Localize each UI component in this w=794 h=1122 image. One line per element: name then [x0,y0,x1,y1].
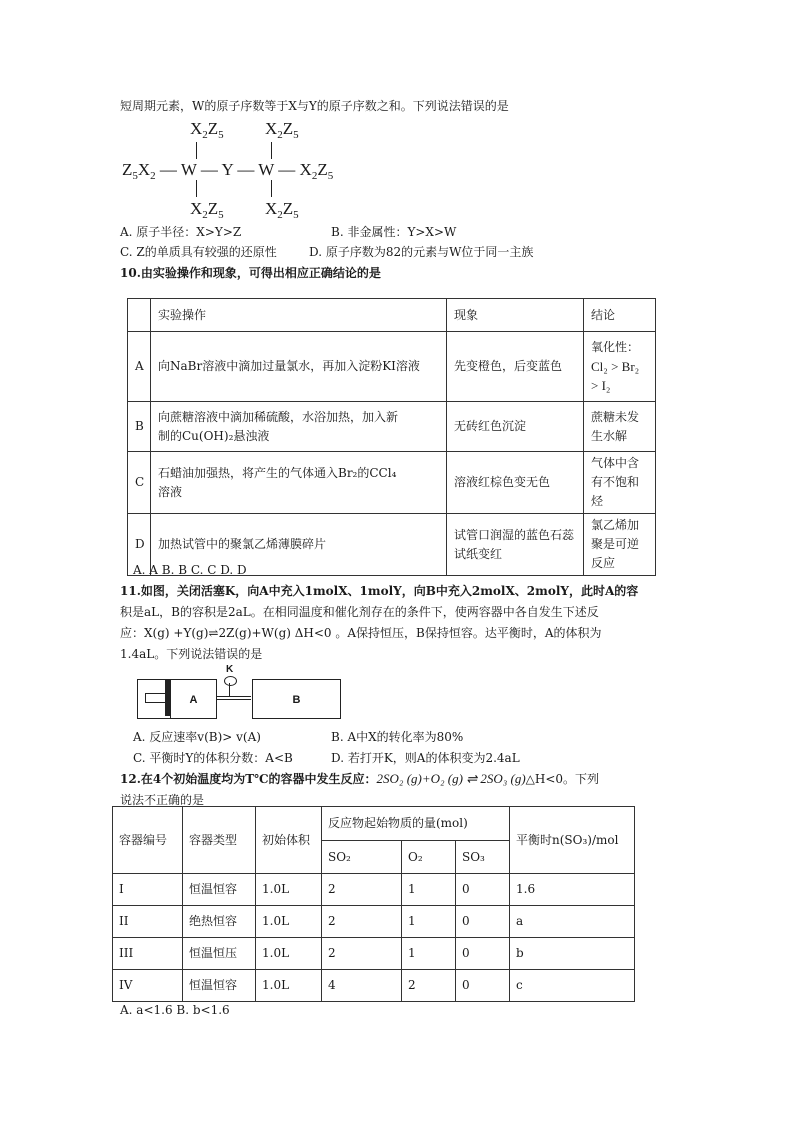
cell: 恒温恒压 [183,938,256,970]
bottom-left-group: $X_2Z_5$ [190,199,224,221]
q12-line1-end: △H<0。下列 [525,772,600,786]
cell: 0 [456,938,510,970]
conclusion-cell: 氯乙烯加聚是可逆反应 [584,514,656,576]
header-cell: 现象 [447,299,584,332]
container-b [252,679,341,719]
conclusion-line: 氧化性： [591,340,640,354]
q11-line1: 11.如图，关闭活塞K，向A中充入1molX、1molY，向B中充入2molX、2molY，此时A的容 [120,584,639,598]
header-cell: 容器编号 [113,807,183,874]
valve-k-label: K [226,664,234,675]
bond-top-right [271,142,272,159]
header-cell [128,299,151,332]
cell: 2 [322,938,402,970]
header-cell: 容器类型 [183,807,256,874]
q9-option-c: C. Z的单质具有较强的还原性 [120,245,277,259]
conclusion-formula: Cl₂ > Br₂ > I₂ [591,359,640,393]
q9-option-d: D. 原子序数为82的元素与W位于同一主族 [309,245,534,259]
table-header-row [113,807,635,841]
cell: 1 [402,938,456,970]
q11-option-b: B. A中X的转化率为80% [331,730,464,744]
cell: 1.0L [256,938,322,970]
table-header-row [128,299,656,332]
row-label: B [128,402,151,452]
table-row [128,452,656,514]
q9-option-b: B. 非金属性：Y>X>W [331,225,457,239]
cell: 4 [322,970,402,1002]
bond-bottom-left [196,180,197,197]
bottom-right-group: $X_2Z_5$ [265,199,299,221]
cell: I [113,874,183,906]
q10-title: 10.由实验操作和现象，可得出相应正确结论的是 [120,266,381,280]
phenomenon-cell: 试管口润湿的蓝色石蕊试纸变红 [447,514,584,576]
operation-cell: 向NaBr溶液中滴加过量氯水，再加入淀粉KI溶液 [151,332,447,402]
q12-line1 [120,772,599,786]
header-cell: 初始体积 [256,807,322,874]
q12-table [112,806,635,1002]
q12-equation: 2SO₂ (g)+O₂ (g) ⇌ 2SO₃ (g) [376,771,526,786]
cell: IV [113,970,183,1002]
header-cell: SO₃ [456,841,510,874]
phenomenon-cell: 先变橙色，后变蓝色 [447,332,584,402]
phenomenon-cell: 无砖红色沉淀 [447,402,584,452]
conclusion-cell [584,332,656,402]
q10-table [127,298,656,576]
table-row [113,970,635,1002]
bond-bottom-right [271,180,272,197]
cell: 绝热恒容 [183,906,256,938]
cell: 恒温恒容 [183,874,256,906]
row-label: A [128,332,151,402]
valve-k-icon [224,676,237,686]
table-row [113,874,635,906]
operation-cell [151,452,447,514]
top-left-group: $X_2Z_5$ [190,119,224,141]
cell: III [113,938,183,970]
container-a-label: A [189,694,198,706]
cell: b [510,938,635,970]
q12-line1-start: 12.在4个初始温度均为T℃的容器中发生反应： [120,772,377,786]
top-right-group: $X_2Z_5$ [265,119,299,141]
header-cell: SO₂ [322,841,402,874]
q11-option-a: A. 反应速率v(B)> v(A) [133,730,261,744]
q11-option-c: C. 平衡时Y的体积分数：A<B [133,751,293,765]
row-label: D [128,514,151,576]
header-cell: 反应物起始物质的量(mol) [322,807,510,841]
cell: 2 [322,906,402,938]
operation-line: 石蜡油加强热，将产生的气体通入Br₂的CCl₄ [158,465,397,480]
cell: 0 [456,970,510,1002]
cell: II [113,906,183,938]
table-row [113,906,635,938]
cell: 1.0L [256,874,322,906]
operation-line: 向蔗糖溶液中滴加稀硫酸，水浴加热，加入新 [158,409,399,424]
main-chain: $Z_5X_2$ — W — Y — W — $X_2Z_5$ [122,160,334,182]
q10-options: A. A B. B C. C D. D [133,563,247,577]
connecting-tube [216,696,251,700]
q11-option-d: D. 若打开K，则A的体积变为2.4aL [331,751,520,765]
table-row [128,402,656,452]
cell: 1.0L [256,906,322,938]
table-row [128,332,656,402]
operation-line: 溶液 [158,484,183,499]
cell: 2 [402,970,456,1002]
phenomenon-cell: 溶液红棕色变无色 [447,452,584,514]
cell: a [510,906,635,938]
conclusion-cell: 气体中含有不饱和烃 [584,452,656,514]
q9-option-a: A. 原子半径：X>Y>Z [120,225,242,239]
operation-cell: 加热试管中的聚氯乙烯薄膜碎片 [151,514,447,576]
q11-line4: 1.4aL。下列说法错误的是 [120,647,263,661]
cell: 2 [322,874,402,906]
table-row [113,938,635,970]
operation-cell [151,402,447,452]
operation-line: 制的Cu(OH)₂悬浊液 [158,428,270,443]
q12-line2: 说法不正确的是 [120,793,205,807]
cell: 1 [402,906,456,938]
q11-line2: 积是aL，B的容积是2aL。在相同温度和催化剂存在的条件下，使两容器中各自发生下述反 [120,605,599,619]
container-a [170,679,217,719]
cell: 0 [456,906,510,938]
cell: 恒温恒容 [183,970,256,1002]
q12-options: A. a<1.6 B. b<1.6 [120,1003,230,1017]
row-label: C [128,452,151,514]
q11-line3: 应：X(g) +Y(g)⇌2Z(g)+W(g) ΔH<0 。A保持恒压，B保持恒容。达平衡时，A的体积为 [120,626,602,640]
cell: 0 [456,874,510,906]
header-cell: 平衡时n(SO₃)/mol [510,807,635,874]
header-cell: O₂ [402,841,456,874]
bond-top-left [196,142,197,159]
container-b-label: B [292,694,301,706]
header-cell: 实验操作 [151,299,447,332]
q9-intro: 短周期元素，W的原子序数等于X与Y的原子序数之和。下列说法错误的是 [120,99,509,113]
conclusion-cell: 蔗糖未发生水解 [584,402,656,452]
header-cell: 结论 [584,299,656,332]
piston [165,680,170,716]
cell: 1 [402,874,456,906]
cell: 1.0L [256,970,322,1002]
cell: c [510,970,635,1002]
cell: 1.6 [510,874,635,906]
